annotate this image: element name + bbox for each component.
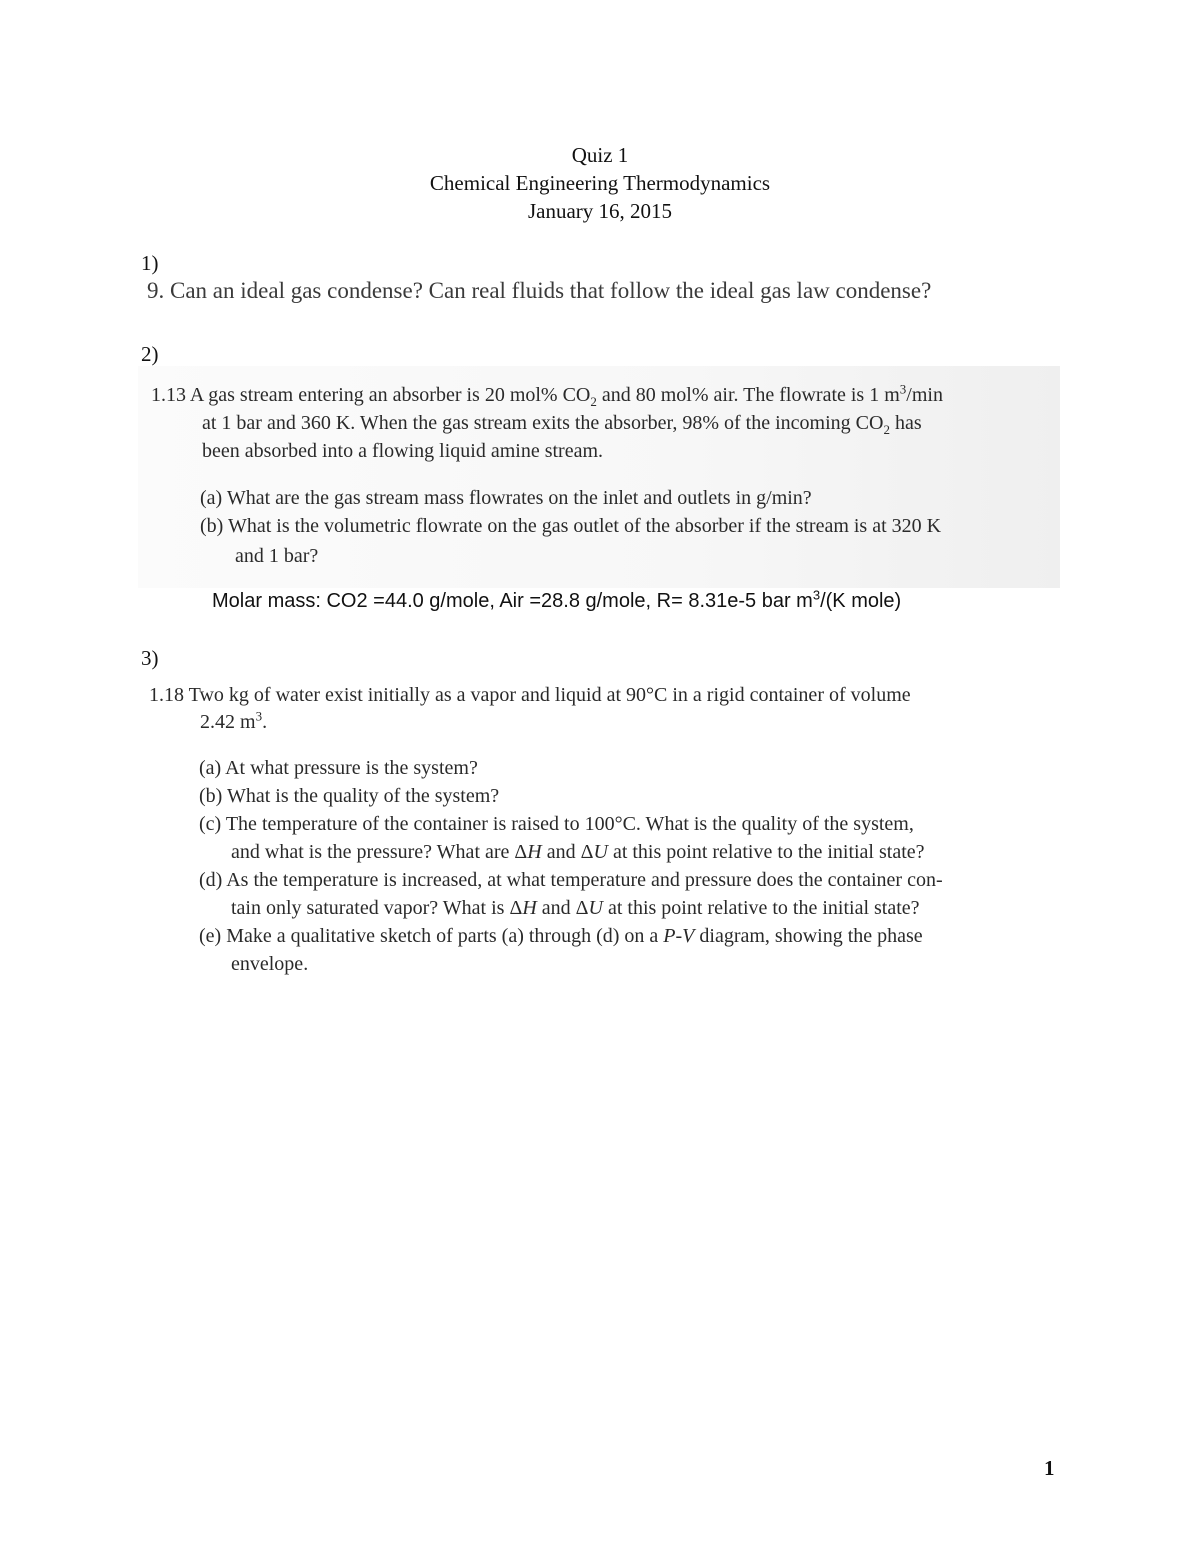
problem-id: 1.18 bbox=[149, 684, 184, 706]
question-2-part-b-cont: and 1 bar? bbox=[235, 545, 319, 567]
question-1-number: 1) bbox=[141, 251, 159, 275]
question-3-line-1: 1.18 Two kg of water exist initially as a vapor and liquid at 90°C in a rigid container of volume bbox=[149, 684, 911, 706]
question-3-part-d-cont: tain only saturated vapor? What is ΔH and ΔU at this point relative to the initial state? bbox=[231, 897, 920, 919]
question-2-line-3: been absorbed into a flowing liquid amine stream. bbox=[202, 440, 604, 462]
question-1-text: 9. Can an ideal gas condense? Can real fluids that follow the ideal gas law condense? bbox=[147, 278, 932, 303]
question-2-line-2: at 1 bar and 360 K. When the gas stream exits the absorber, 98% of the incoming $CO_2$ has bbox=[202, 412, 922, 437]
molar-mass-note: Molar mass: CO2 =44.0 g/mole, Air =28.8 g/mole, R= 8.31e-5 bar $m^3/(K$ mole) bbox=[212, 587, 902, 612]
question-3-part-e: (e) Make a qualitative sketch of parts (a) through (d) on a P-V diagram, showing the phase bbox=[199, 925, 923, 947]
question-3-part-c: (c) The temperature of the container is raised to 100°C. What is the quality of the system, bbox=[199, 813, 914, 835]
question-2-part-b: (b) What is the volumetric flowrate on the gas outlet of the absorber if the stream is at 320 K bbox=[200, 515, 942, 537]
page-number: 1 bbox=[1044, 1456, 1055, 1480]
question-3-line-2: 2.42 $m^3$. bbox=[200, 708, 268, 733]
question-3-part-e-cont: envelope. bbox=[231, 953, 309, 975]
question-2-line-1: 1.13 A gas stream entering an absorber is 20 mol% $CO_2$ and 80 mol% air. The flowrate is 1 $m^3/\min$ bbox=[151, 381, 943, 409]
question-3-part-c-cont: and what is the pressure? What are ΔH and ΔU at this point relative to the initial state? bbox=[231, 841, 925, 863]
question-2-number: 2) bbox=[141, 342, 159, 366]
question-3-part-b: (b) What is the quality of the system? bbox=[199, 785, 500, 807]
course-title: Chemical Engineering Thermodynamics bbox=[429, 171, 771, 195]
quiz-date: January 16, 2015 bbox=[527, 199, 673, 223]
question-3-part-a: (a) At what pressure is the system? bbox=[199, 757, 478, 779]
question-2-part-a: (a) What are the gas stream mass flowrates on the inlet and outlets in g/min? bbox=[200, 487, 812, 509]
problem-id: 1.13 bbox=[151, 384, 186, 406]
question-3-part-d: (d) As the temperature is increased, at what temperature and pressure does the container con- bbox=[199, 869, 943, 891]
quiz-title: Quiz 1 bbox=[571, 143, 629, 167]
question-3-number: 3) bbox=[141, 646, 159, 670]
